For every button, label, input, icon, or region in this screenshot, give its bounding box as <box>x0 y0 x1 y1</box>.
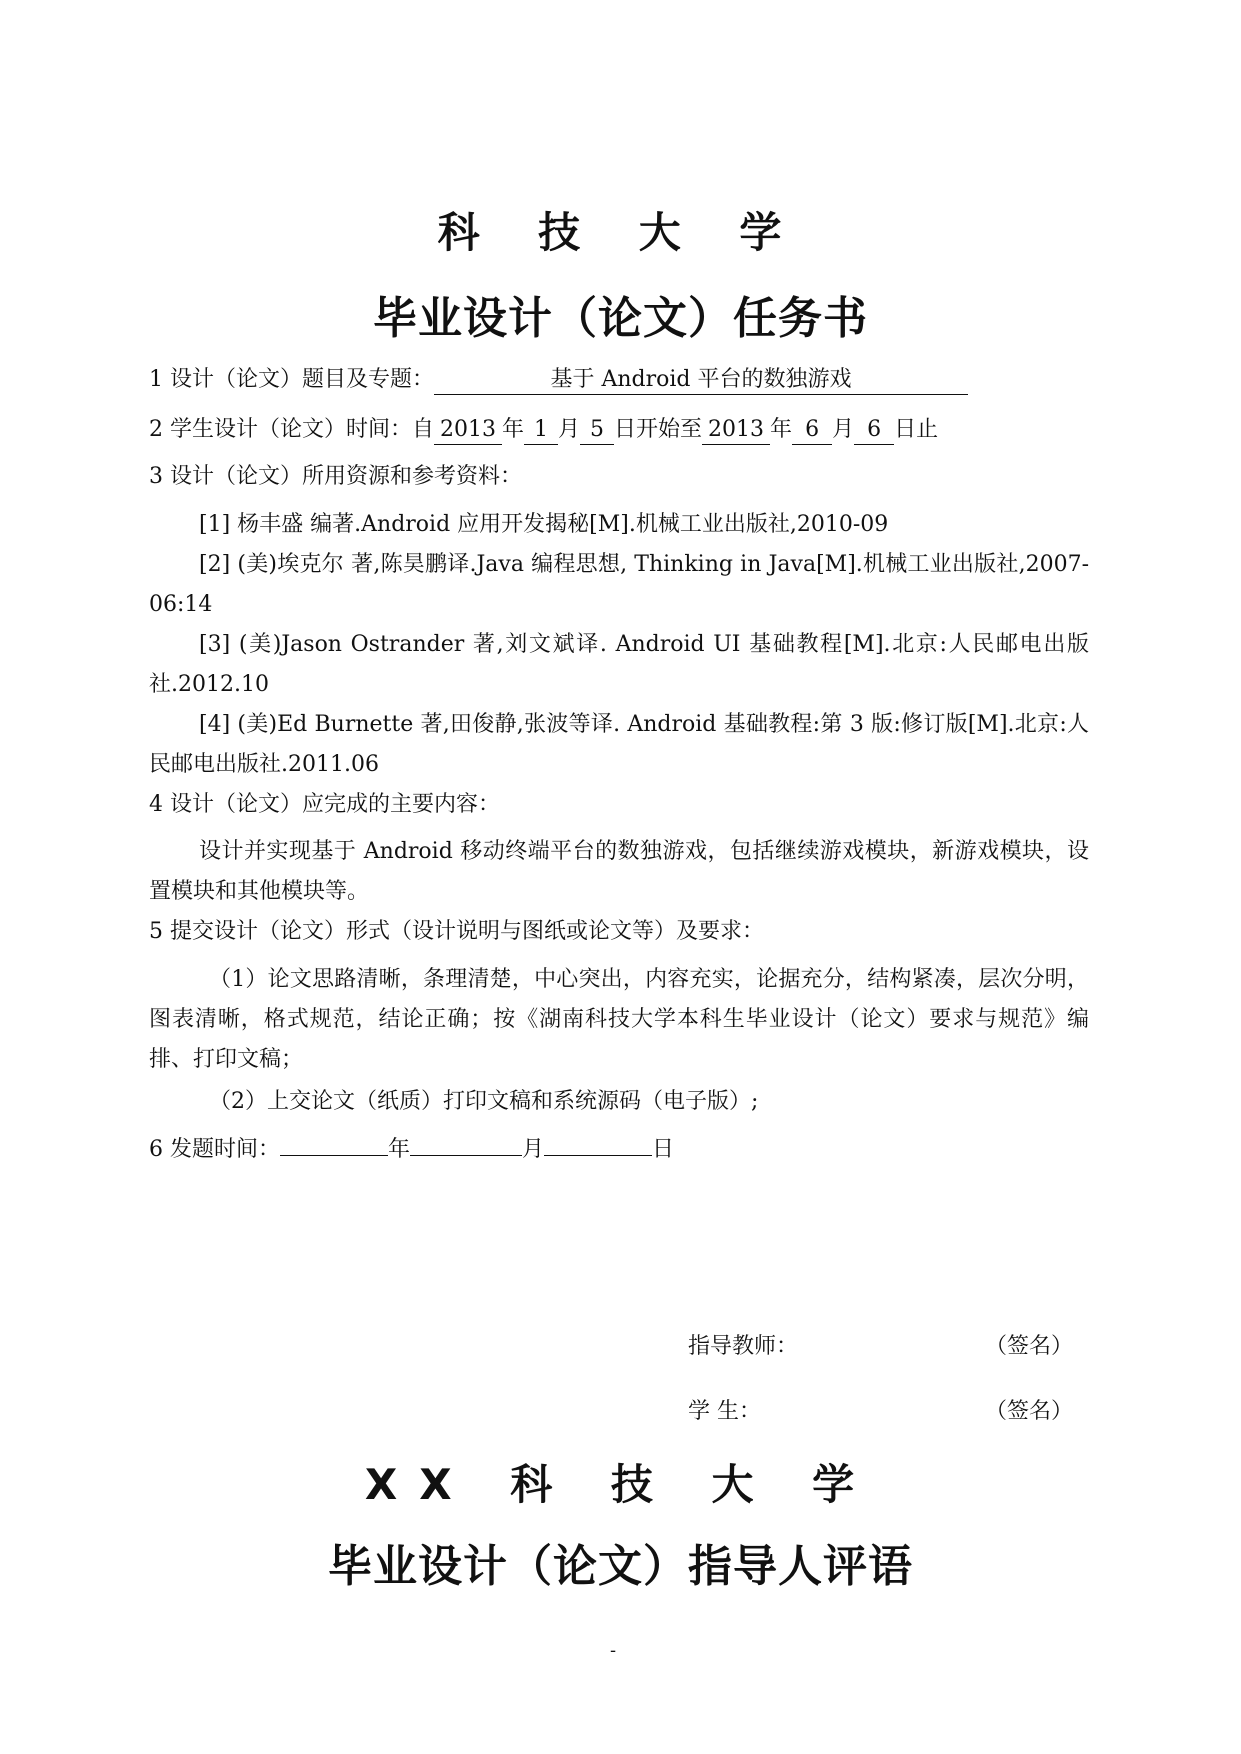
student-sign-note: （签名） <box>985 1399 1074 1424</box>
issue-year-unit: 年 <box>388 1137 411 1162</box>
start-day: 5 <box>580 416 614 445</box>
item3-label: 3 设计（论文）所用资源和参考资料： <box>149 464 522 489</box>
item6-label: 6 发题时间： <box>149 1137 280 1162</box>
issue-day-blank <box>544 1155 652 1156</box>
second-university-title: XX 科 技 大 学 <box>364 1460 877 1509</box>
page-mark: - <box>610 1640 617 1661</box>
advisor-comment-title: 毕业设计（论文）指导人评语 <box>328 1541 913 1592</box>
university-title: 科 技 大 学 <box>437 208 804 257</box>
issue-month-unit: 月 <box>522 1137 545 1162</box>
document-title: 毕业设计（论文）任务书 <box>373 293 868 344</box>
issue-day-unit: 日 <box>652 1137 675 1162</box>
item1-line <box>149 360 1089 400</box>
item2-label: 2 学生设计（论文）时间：自 <box>149 417 434 442</box>
item4-label: 4 设计（论文）应完成的主要内容： <box>149 792 500 817</box>
end-suffix: 日止 <box>894 417 939 442</box>
requirement-2: （2）上交论文（纸质）打印文稿和系统源码（电子版）; <box>209 1089 759 1114</box>
issue-year-blank <box>280 1155 388 1156</box>
advisor-label: 指导教师： <box>688 1334 799 1359</box>
item1-label: 1 设计（论文）题目及专题： <box>149 367 434 392</box>
issue-month-blank <box>410 1155 522 1156</box>
end-year: 2013 <box>702 416 770 445</box>
year-unit: 年 <box>502 417 525 442</box>
topic-field: 基于 Android 平台的数独游戏 <box>434 366 968 395</box>
advisor-sign-note: （签名） <box>985 1334 1074 1359</box>
student-label: 学 生： <box>688 1399 761 1424</box>
end-month: 6 <box>792 416 832 445</box>
start-month: 1 <box>524 416 558 445</box>
reference-4: [4] (美)Ed Burnette 著,田俊静,张波等译. Android 基础教程:第 3 版:修订版[M].北京:人民邮电出版社.2011.06 <box>149 712 1089 777</box>
item4-content: 设计并实现基于 Android 移动终端平台的数独游戏，包括继续游戏模块，新游戏模块，设置模块和其他模块等。 <box>149 839 1089 904</box>
requirement-1: （1）论文思路清晰，条理清楚，中心突出，内容充实，论据充分，结构紧凑，层次分明，图表清晰，格式规范，结论正确；按《湖南科技大学本科生毕业设计（论文）要求与规范》编排、打印文稿； <box>149 967 1089 1072</box>
reference-2: [2] (美)埃克尔 著,陈昊鹏译.Java 编程思想, Thinking in Java[M].机械工业出版社,2007-06:14 <box>149 552 1089 617</box>
year-unit: 年 <box>770 417 793 442</box>
item2-line <box>149 410 1089 450</box>
reference-1: [1] 杨丰盛 编著.Android 应用开发揭秘[M].机械工业出版社,2010-09 <box>199 512 889 537</box>
month-unit: 月 <box>558 417 581 442</box>
end-day: 6 <box>854 416 894 445</box>
reference-3: [3] (美)Jason Ostrander 著,刘文斌译. Android UI 基础教程[M].北京:人民邮电出版社.2012.10 <box>149 632 1089 697</box>
start-suffix: 日开始至 <box>614 417 703 442</box>
item5-label: 5 提交设计（论文）形式（设计说明与图纸或论文等）及要求： <box>149 919 764 944</box>
month-unit: 月 <box>832 417 855 442</box>
item6-line <box>149 1130 1089 1170</box>
start-year: 2013 <box>434 416 502 445</box>
